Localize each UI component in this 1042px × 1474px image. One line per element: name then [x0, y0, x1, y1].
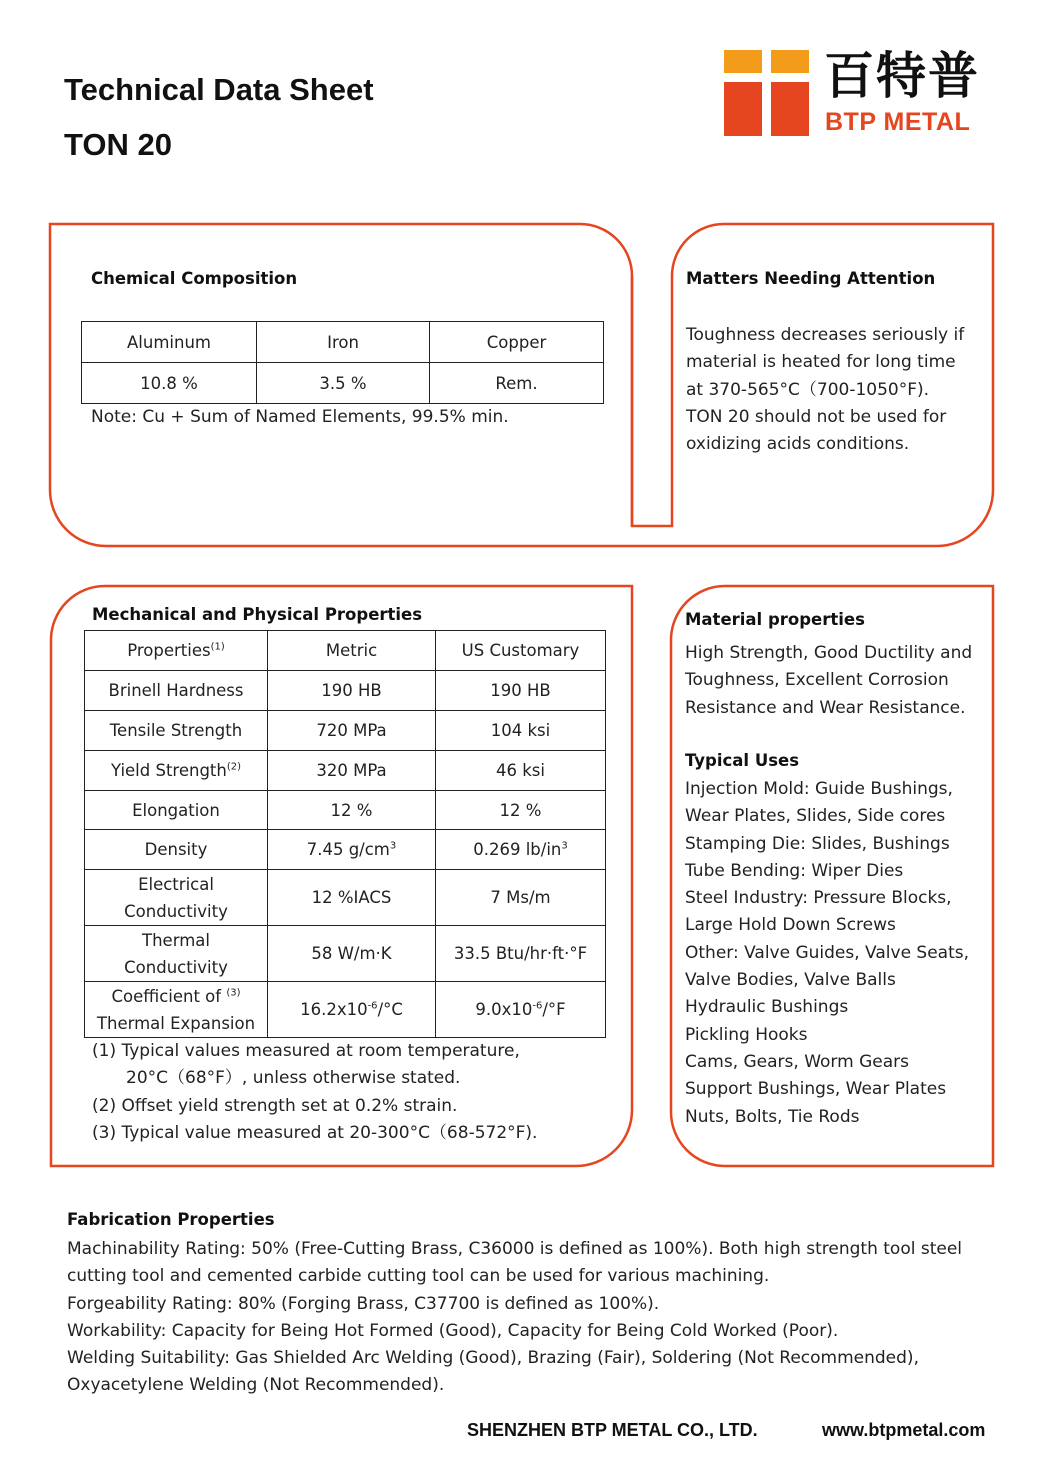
note-line: 20°C（68°F）, unless otherwise stated. [126, 1068, 461, 1089]
table-cell: Iron [257, 322, 430, 363]
table-row [85, 711, 606, 751]
table-row [85, 982, 606, 1038]
table-cell: Aluminum [82, 322, 257, 363]
text-line: Machinability Rating: 50% (Free-Cutting Brass, C36000 is defined as 100%). Both high strength tool steel [67, 1239, 963, 1259]
mechanical-table [84, 630, 606, 1038]
chemical-table [81, 321, 604, 404]
table-header-row [85, 631, 606, 671]
table-cell: 46 ksi [436, 751, 606, 791]
note-line: (1) Typical values measured at room temperature, [92, 1041, 520, 1061]
attention-text [686, 322, 986, 458]
text-line: Welding Suitability: Gas Shielded Arc Welding (Good), Brazing (Fair), Soldering (Not Recommended), [67, 1348, 919, 1369]
material-heading: Material properties [685, 610, 865, 629]
table-row [82, 322, 604, 363]
table-row [85, 830, 606, 870]
logo-chinese-text: 百特普 [824, 47, 980, 105]
table-cell: 12 % [268, 791, 436, 830]
table-cell: Copper [430, 322, 604, 363]
list-item: Wear Plates, Slides, Side cores [685, 806, 946, 827]
table-cell: US Customary [436, 631, 606, 671]
table-cell: 320 MPa [268, 751, 436, 791]
footer-website[interactable]: www.btpmetal.com [822, 1420, 986, 1440]
table-cell: 7 Ms/m [436, 870, 606, 926]
table-cell: Tensile Strength [85, 711, 268, 751]
table-row [85, 751, 606, 791]
table-cell: Density [85, 830, 268, 870]
material-text [685, 640, 985, 722]
text-line: material is heated for long time [686, 352, 956, 373]
attention-heading: Matters Needing Attention [686, 269, 936, 288]
list-item: Stamping Die: Slides, Bushings [685, 833, 950, 854]
text-line: Toughness, Excellent Corrosion [685, 670, 949, 691]
table-cell: $16.2x10^{-6}/^\circ C$ [268, 982, 436, 1038]
table-row [85, 870, 606, 926]
list-item: Support Bushings, Wear Plates [685, 1079, 947, 1100]
chemical-heading: Chemical Composition [91, 269, 298, 288]
list-item: Other: Valve Guides, Valve Seats, [685, 942, 970, 963]
table-row [85, 671, 606, 711]
text-line: Resistance and Wear Resistance. [685, 697, 966, 718]
text-line: Forgeability Rating: 80% (Forging Brass, C37700 is defined as 100%). [67, 1293, 660, 1314]
table-row [85, 791, 606, 830]
table-cell: 720 MPa [268, 711, 436, 751]
text-line: Toughness decreases seriously if [686, 325, 965, 345]
text-line: cutting tool and cemented carbide cutting tool can be used for various machining. [67, 1266, 770, 1287]
note-line: (3) Typical value measured at 20-300°C（68-572°F). [92, 1122, 538, 1143]
product-name: TON 20 [64, 127, 172, 162]
logo-english-text: BTP METAL [825, 108, 971, 136]
text-line: at 370-565°C（700-1050°F). [686, 379, 930, 400]
list-item: Nuts, Bolts, Tie Rods [685, 1106, 860, 1127]
table-cell: 10.8 % [82, 363, 257, 404]
table-cell: 33.5 Btu/hr·ft·°F [436, 926, 606, 982]
fabrication-text [67, 1236, 1007, 1400]
table-cell: 7.45 $g/cm^3$ [268, 830, 436, 870]
table-cell: Properties$^{(1)}$ [85, 631, 268, 671]
table-cell: 12 % [436, 791, 606, 830]
table-cell: 104 ksi [436, 711, 606, 751]
table-cell: 3.5 % [257, 363, 430, 404]
table-cell: 58 W/m·K [268, 926, 436, 982]
list-item: Pickling Hooks [685, 1024, 808, 1045]
section-borders-top [0, 0, 1042, 600]
text-line: oxidizing acids conditions. [686, 434, 910, 455]
list-item: Tube Bending: Wiper Dies [685, 860, 904, 881]
typical-uses-heading: Typical Uses [685, 751, 800, 770]
table-cell: $9.0x10^{-6}/^\circ F$ [436, 982, 606, 1038]
list-item: Cams, Gears, Worm Gears [685, 1051, 909, 1072]
text-line: High Strength, Good Ductility and [685, 643, 973, 663]
list-item: Valve Bodies, Valve Balls [685, 970, 896, 991]
table-cell: Electrical Conductivity [85, 870, 268, 926]
list-item: Injection Mold: Guide Bushings, [685, 779, 953, 799]
table-row [85, 926, 606, 982]
table-row [82, 363, 604, 404]
list-item: Hydraulic Bushings [685, 997, 849, 1018]
typical-uses-list [685, 776, 985, 1131]
table-cell: 190 HB [268, 671, 436, 711]
chemical-note: Note: Cu + Sum of Named Elements, 99.5% min. [91, 407, 509, 427]
table-cell: 0.269 $lb/in^3$ [436, 830, 606, 870]
list-item: Steel Industry: Pressure Blocks, [685, 888, 952, 909]
table-cell: 190 HB [436, 671, 606, 711]
table-cell: Metric [268, 631, 436, 671]
footer-company: SHENZHEN BTP METAL CO., LTD. [467, 1420, 758, 1440]
mechanical-heading: Mechanical and Physical Properties [92, 605, 423, 624]
table-cell: Rem. [430, 363, 604, 404]
list-item: Large Hold Down Screws [685, 915, 896, 936]
table-cell: Elongation [85, 791, 268, 830]
table-cell: Thermal Conductivity [85, 926, 268, 982]
table-cell: Brinell Hardness [85, 671, 268, 711]
fabrication-heading: Fabrication Properties [67, 1210, 275, 1229]
mechanical-notes [92, 1038, 612, 1147]
page-title: Technical Data Sheet [64, 72, 374, 107]
table-cell: 12 %IACS [268, 870, 436, 926]
text-line: TON 20 should not be used for [686, 406, 947, 427]
table-cell: Yield Strength$^{(2)}$ [85, 751, 268, 791]
text-line: Oxyacetylene Welding (Not Recommended). [67, 1375, 445, 1396]
note-line: (2) Offset yield strength set at 0.2% strain. [92, 1095, 458, 1116]
text-line: Workability: Capacity for Being Hot Formed (Good), Capacity for Being Cold Worked (Poor). [67, 1320, 839, 1341]
table-cell: Coefficient of $^{(3)}$ Thermal Expansion [85, 982, 268, 1038]
